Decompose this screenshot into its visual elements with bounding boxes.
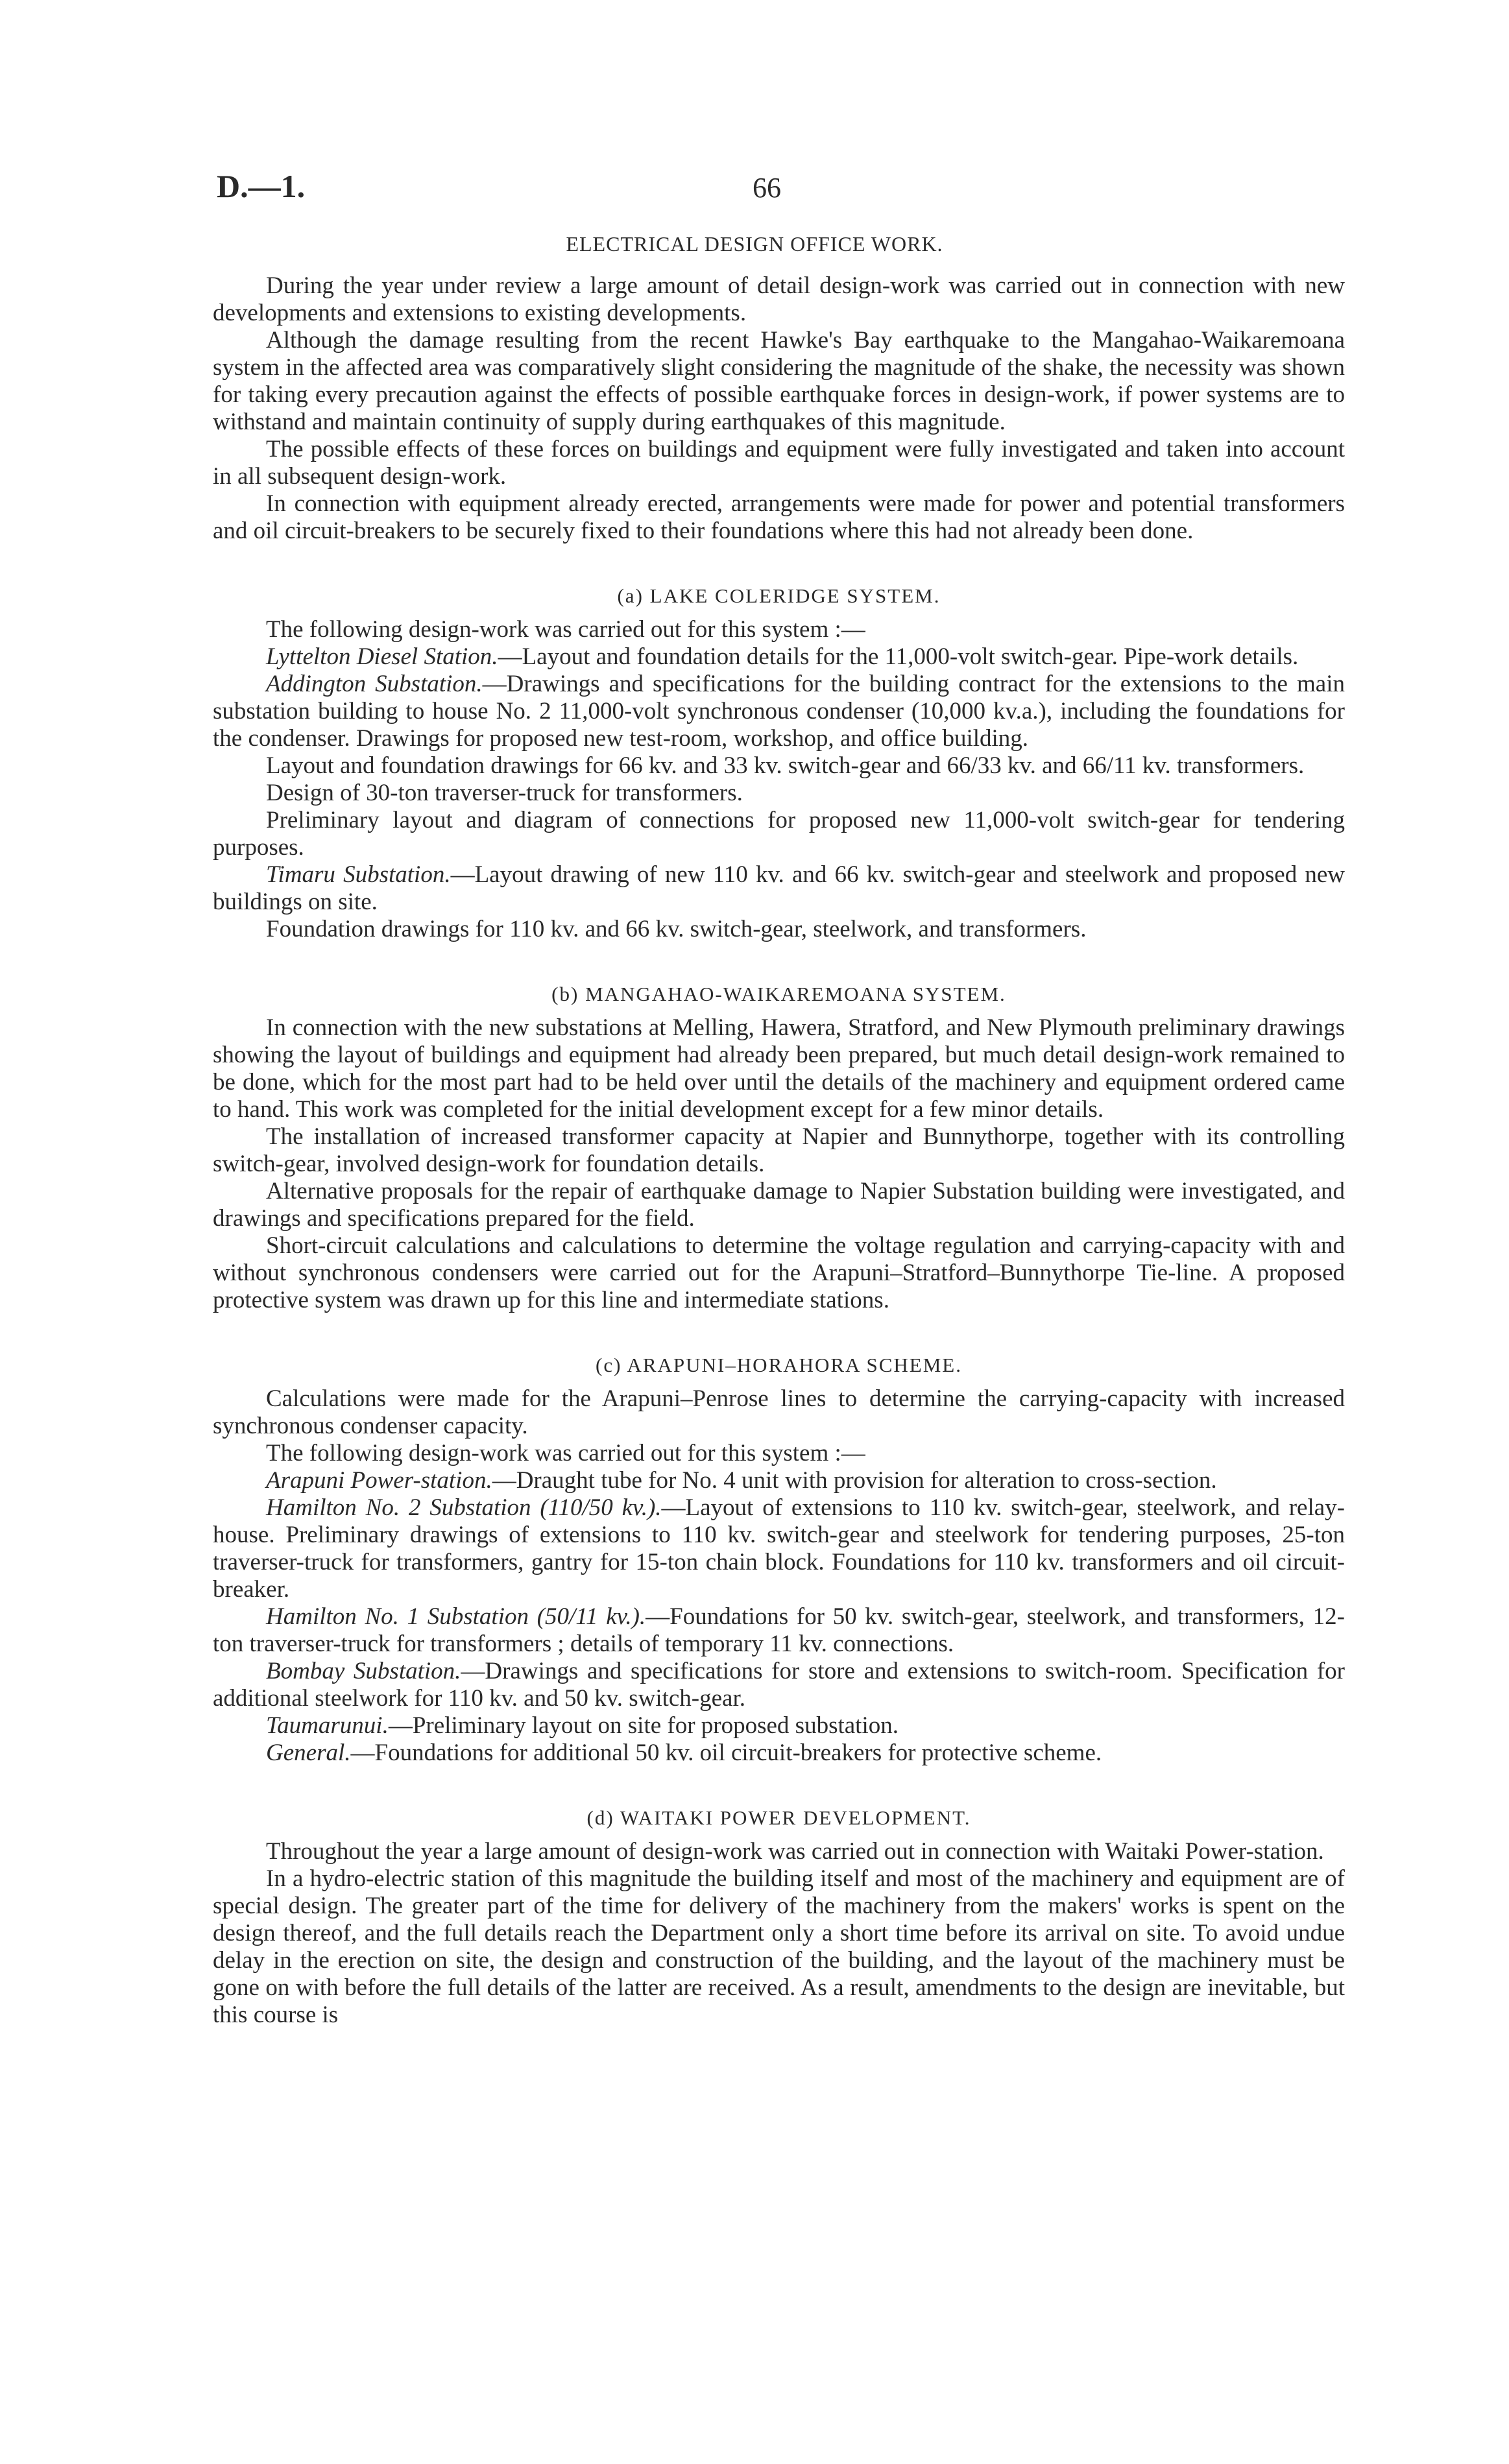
section-label: (a)	[617, 584, 644, 607]
paragraph: Addington Substation.—Drawings and specifications for the building contract for the extensions to the main substation building to house No. 2 11,000-volt synchronous condenser (10,000 kv.a.), including the foundations for the condenser. Drawings for proposed new test-room, workshop, and office building.	[213, 671, 1345, 752]
section-title: WAITAKI POWER DEVELOPMENT.	[620, 1806, 971, 1829]
paragraph: Hamilton No. 2 Substation (110/50 kv.).—Layout of extensions to 110 kv. switch-gear, steelwork, and relay-house. Preliminary drawings of extensions to 110 kv. switch-gear and steelwork for tendering purposes, 25-ton traverser-truck for transformers, gantry for 15-ton chain block. Foundations for 110 kv. transformers and oil circuit-breaker.	[213, 1494, 1345, 1603]
paragraph: Foundation drawings for 110 kv. and 66 kv. switch-gear, steelwork, and transformers.	[266, 916, 1087, 942]
section-title: LAKE COLERIDGE SYSTEM.	[649, 584, 941, 607]
page-number: 66	[753, 172, 781, 204]
section-title: ARAPUNI–HORAHORA SCHEME.	[627, 1354, 962, 1376]
paragraph: In connection with the new substations at Melling, Hawera, Stratford, and New Plymouth preliminary drawings showing the layout of buildings and equipment had already been prepared, but much detail design-work remained to be done, which for the most part had to be held over until the details of the machinery and equipment ordered came to hand. This work was completed for the initial development except for a few minor details.	[213, 1014, 1345, 1123]
page-title: ELECTRICAL DESIGN OFFICE WORK.	[566, 232, 943, 256]
paragraph: Timaru Substation.—Layout drawing of new 110 kv. and 66 kv. switch-gear and steelwork and proposed new buildings on site.	[213, 861, 1345, 915]
paragraph: General.—Foundations for additional 50 kv. oil circuit-breakers for protective scheme.	[266, 1740, 1102, 1766]
section-label: (c)	[596, 1354, 622, 1376]
paragraph: Calculations were made for the Arapuni–Penrose lines to determine the carrying-capacity with increased synchronous condenser capacity.	[213, 1385, 1345, 1439]
paragraph: Preliminary layout and diagram of connections for proposed new 11,000-volt switch-gear for tendering purposes.	[213, 807, 1345, 861]
page-header	[0, 167, 1509, 213]
paragraph: Lyttelton Diesel Station.—Layout and foundation details for the 11,000-volt switch-gear. Pipe-work details.	[266, 643, 1299, 670]
paragraph: Arapuni Power-station.—Draught tube for No. 4 unit with provision for alteration to cross-section.	[266, 1467, 1217, 1494]
body-text	[213, 272, 1345, 2029]
paragraph: Layout and foundation drawings for 66 kv. and 33 kv. switch-gear and 66/33 kv. and 66/11 kv. transformers.	[266, 752, 1305, 779]
section-label: (d)	[586, 1806, 614, 1829]
section-label: (b)	[551, 983, 579, 1005]
series-code: D.—1.	[217, 168, 306, 204]
paragraph: The following design-work was carried out for this system :—	[266, 616, 865, 643]
paragraph: Design of 30-ton traverser-truck for transformers.	[266, 780, 743, 806]
paragraph: In connection with equipment already erected, arrangements were made for power and potential transformers and oil circuit-breakers to be securely fixed to their foundations where this had not already been done.	[213, 490, 1345, 544]
paragraph: In a hydro-electric station of this magnitude the building itself and most of the machinery and equipment are of special design. The greater part of the time for delivery of the machinery from the makers' works is spent on the design thereof, and the full details reach the Department only a short time before its arrival on site. To avoid undue delay in the erection on site, the design and construction of the building, and the layout of the machinery must be gone on with before the full details of the latter are received. As a result, amendments to the design are inevitable, but this course is	[213, 1865, 1345, 2028]
paragraph: Throughout the year a large amount of design-work was carried out in connection with Waitaki Power-station.	[266, 1838, 1324, 1865]
paragraph: Alternative proposals for the repair of earthquake damage to Napier Substation building were investigated, and drawings and specifications prepared for the field.	[213, 1178, 1345, 1232]
section-title: MANGAHAO-WAIKAREMOANA SYSTEM.	[585, 983, 1006, 1005]
section-heading	[213, 1352, 1345, 1379]
section-heading	[213, 582, 1345, 610]
section-heading	[213, 981, 1345, 1008]
paragraph: Although the damage resulting from the recent Hawke's Bay earthquake to the Mangahao-Waikaremoana system in the affected area was comparatively slight considering the magnitude of the shake, the necessity was shown for taking every precaution against the effects of possible earthquake forces in design-work, if power systems are to withstand and maintain continuity of supply during earthquakes of this magnitude.	[213, 327, 1345, 435]
paragraph: The possible effects of these forces on buildings and equipment were fully investigated and taken into account in all subsequent design-work.	[213, 436, 1345, 490]
paragraph: The following design-work was carried out for this system :—	[266, 1440, 865, 1466]
paragraph: Short-circuit calculations and calculations to determine the voltage regulation and carrying-capacity with and without synchronous condensers were carried out for the Arapuni–Stratford–Bunnythorpe Tie-line. A proposed protective system was drawn up for this line and intermediate stations.	[213, 1232, 1345, 1313]
paragraph: Bombay Substation.—Drawings and specifications for store and extensions to switch-room. Specification for additional steelwork for 110 kv. and 50 kv. switch-gear.	[213, 1658, 1346, 1712]
paragraph: The installation of increased transformer capacity at Napier and Bunnythorpe, together with its controlling switch-gear, involved design-work for foundation details.	[213, 1123, 1345, 1177]
paragraph: Hamilton No. 1 Substation (50/11 kv.).—Foundations for 50 kv. switch-gear, steelwork, and transformers, 12-ton traverser-truck for transformers ; details of temporary 11 kv. connections.	[213, 1603, 1345, 1657]
section-heading	[213, 1804, 1345, 1832]
paragraph: During the year under review a large amount of detail design-work was carried out in connection with new developments and extensions to existing developments.	[213, 272, 1345, 326]
paragraph: Taumarunui.—Preliminary layout on site for proposed substation.	[266, 1712, 899, 1739]
